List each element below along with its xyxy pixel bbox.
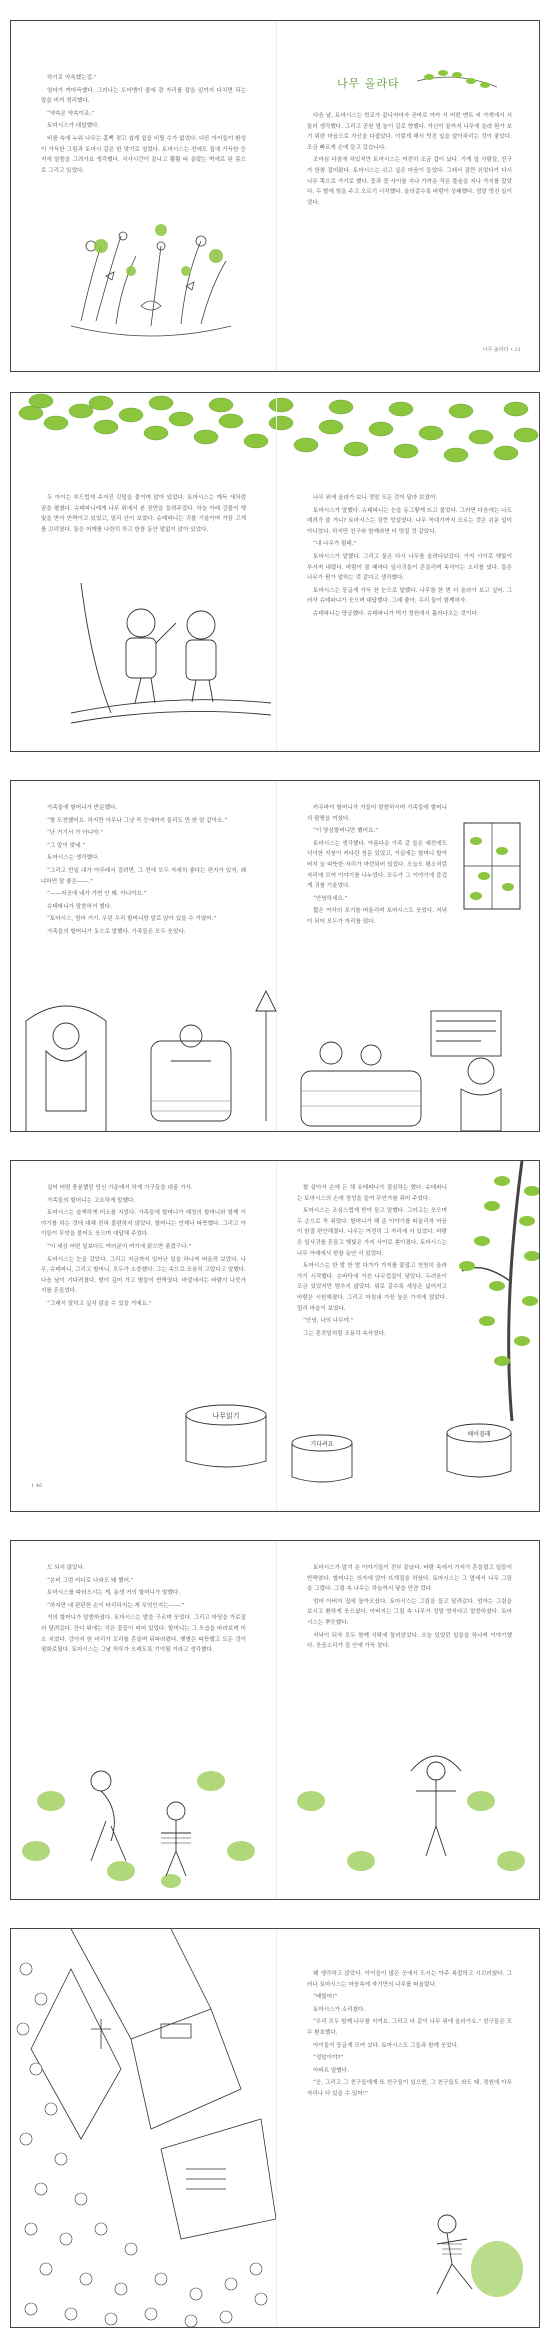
leaf-sprig-illustration xyxy=(417,61,497,97)
paragraph: “우리 모두 함께 나무를 지켜요. 그리고 다 같이 나무 위에 올라가요.” 친구들은 모두 환호했다. xyxy=(307,2019,512,2036)
paragraph: 토마시스가 소리쳤다. xyxy=(313,2006,366,2013)
spread-3 xyxy=(10,780,540,1132)
paragraph: 할 살아서 손에 든 채 슈테파니가 결심하는 했다. 슈테파니는 토마시스의 손에 정성을 들여 무언가를 쥐어 주었다. xyxy=(297,1185,447,1202)
paragraph: “안녕하세요.” xyxy=(313,895,348,902)
living-room-illustration xyxy=(11,981,540,1132)
story-text-right xyxy=(307,111,512,210)
paragraph: “응, 그리고 그 친구들에게 또 친구들이 있으면, 그 친구들도 와도 돼. 정원에 아무 자리나 다 있을 수 있어!” xyxy=(307,2080,512,2097)
paragraph: 토마시스가 대답했다. xyxy=(47,123,100,130)
paragraph: 엄마 아버지 집에 돌아오셨다. 토마시스는 그림을 들고 달려갔다. 엄마는 그림을 보시고 환하게 웃으셨다. 아버지는 그림 속 나무가 정말 멋지다고 말씀하셨다. 토마시스는 뿌듯했다. xyxy=(307,1598,512,1626)
window-plant-illustration xyxy=(462,821,522,911)
paragraph: 카우바이 할머니가 거들어 말씀하시며 가족들에 할머니의 팔짱을 끼셨다. xyxy=(307,805,447,822)
page-left xyxy=(11,21,276,371)
paragraph: “그 말이 맞네.” xyxy=(47,842,86,849)
paragraph: “——저곳에 네가 가면 안 돼. 아니야요.” xyxy=(47,891,147,898)
stamp-text: 나무읽기 xyxy=(212,1412,240,1420)
stump-sign-illustration xyxy=(181,1401,271,1471)
story-text-right xyxy=(307,493,512,622)
paragraph: 슈테파니가 말씀하셔 했다. xyxy=(47,903,112,910)
paragraph: 토마시스가 말했다. 그리고 둘은 다시 나무를 올려다보았다. 가지 사이로 햇빛이 부서져 내렸다. 바람이 불 때마다 잎사귀들이 흔들리며 속삭이는 소리를 냈다. 둘은 나무가 뭔가 말하는 것 같다고 생각했다. xyxy=(307,553,512,582)
page-left xyxy=(11,1161,276,1511)
paragraph: 조마심 다짐에 차있지만 토마시스는 여전히 조금 겁이 났다. 가게 앞 사람들, 친구가 한참 걸어왔다. 토마시스는 쉬고 싶은 마음이 들었다. 그래서 잠깐 쉬었다가 다시 나무 쪽으로 가기로 했다. 꽃과 꽃 사이를 지나 가까운 작은 풀숲을 지나 가지를 잡았다. 두 발에 힘을 주고 오르기 시작했다. 올라갈수록 바람이 상쾌했다. 정말 멋진 일이었다. xyxy=(307,157,512,206)
paragraph: 왜 생각하고 앉았다. 아이들이 많은 곳에서 도시는 아주 복잡하고 시끄러웠다. 그러나 토마시스는 마음속에 자기만의 나무를 떠올렸다. xyxy=(307,1971,512,1988)
paragraph: 토마시스가 맡겨 온 이야기들이 전부 끝났다. 바람 속에서 가지가 흔들렸고 잎들이 반짝였다. 할머니는 의자에 앉아 뜨개질을 하셨다. 토마시스는 그 옆에서 나무 그림을 그렸다. 그림 속 나무는 하늘까지 닿을 만큼 컸다. xyxy=(307,1565,512,1593)
paragraph: 저녁이 되자 모두 함께 식탁에 둘러앉았다. 오늘 있었던 일들을 하나씩 이야기했다. 웃음소리가 집 안에 가득 찼다. xyxy=(307,1632,512,1650)
children-on-branch-illustration xyxy=(71,583,271,752)
spread-5 xyxy=(10,1540,540,1900)
page-number: 나무 올라타 • 21 xyxy=(482,347,521,353)
paragraph: 거의 할머니가 말씀하셨다. 토마시스는 발을 구르며 웃었다. 그리고 마당을 가로질러 달려갔다. 잔디 위에는 작은 꽃들이 피어 있었다. 할머니는 그 모습을 바라보며 미소 지었다. 강아지 한 마리가 꼬리를 흔들며 뒤따라왔다. 햇볕은 따뜻했고 모든 것이 평화로웠다. 토마시스는 그날 하루가 오래도록 기억될 거라고 생각했다. xyxy=(41,1615,246,1654)
stamp-text: 기다려요 xyxy=(310,1441,334,1448)
spread-1 xyxy=(10,20,540,372)
spread-2 xyxy=(10,392,540,752)
paragraph: 아이들이 둥글게 모여 섰다. 토마시스도 그들과 함께 웃었다. xyxy=(313,2042,459,2049)
chapter-title: 나무 올라타 xyxy=(337,77,400,90)
story-text-left xyxy=(41,803,246,940)
paragraph: 토마시스를 따라오시는 게, 동생 거의 할머니가 말했다. xyxy=(47,1590,181,1597)
paragraph: 짧은 여자의 포기를 떠올리며 토마시스도 웃었다. 저녁이 되어 모두가 자리를 떴다. xyxy=(307,908,447,925)
page-right xyxy=(276,21,540,371)
tall-tree-illustration xyxy=(442,1161,540,1421)
paragraph: 슈테파니는 양궁했다. 슈테파니가 먹기 정원에서 흘러나오는 것이다. xyxy=(313,610,479,617)
story-text-left xyxy=(41,493,246,537)
story-text-left xyxy=(41,73,246,178)
story-text-right xyxy=(307,1563,512,1654)
paragraph: “이 양심할머니만 했어요.” xyxy=(313,828,379,835)
paragraph: “정말이야?” xyxy=(313,2055,344,2062)
story-text-right xyxy=(297,1183,447,1341)
paragraph: 다음 날, 토마시스는 학교가 끝나자마자 곧바로 아카 서 어떤 멘트 씨 가게에서 서둘러 생각했다. 그리고 공원 옆 놀이 길로 향했다. 자신이 끝까지 나무에 올라 뭔가 보기 위한 마음으로 자신을 다잡았다. 이렇게 해서 멋진 일을 알아차리는 것이 좋았다. 조금 빠르게 손에 들고 갔습니다. xyxy=(307,113,512,151)
bird-flower-illustration xyxy=(61,216,241,346)
paragraph: 비를 속에 누워 나무는 흠뻑 젖고 쉽게 쉼을 비릴 수가 없었다. 다른 아이들이 환성이 가득한 그림과 토마시 같은 한 맞기로 얼었다. 토마시스는 전에도 집에 가득한 등지에 말씀을 그려가요 생각했다. 식사시간이 끝나고 활활 타 올랐는 벽에로 된 몸으로 그리고 있었다. xyxy=(41,135,246,174)
paragraph: 가족들의 할머니가 옷으로 말했다. 가족들은 모두 웃었다. xyxy=(47,928,186,935)
page-right xyxy=(276,393,540,751)
story-text-right xyxy=(307,1969,512,2102)
page-right xyxy=(276,1161,540,1511)
paragraph: 토마시스는 생각했다. 아름다운 가족 같 들은 예전에도 넉넉한 지붕이 커다란 창문 있었고, 거실에는 할머니 할아버지 늘 따뜻한 자리가 마련되어 있었다. 오늘도 평소처럼 자리에 모여 이야기를 나누었다. 모두가 그 이야기에 즐겁게 귀를 기울였다. xyxy=(307,840,447,890)
page-left xyxy=(11,1929,276,2327)
city-crowd-illustration xyxy=(11,1929,276,2328)
page-number: 1 46 xyxy=(31,1483,43,1489)
paragraph: “할 도전했어요. 하지만 아무나 그냥 꼭 등에까지 들리도 만 한 말 같아요.” xyxy=(47,817,228,824)
paragraph: “난 거기서 가 아니야.” xyxy=(47,830,104,837)
spread-4 xyxy=(10,1160,540,1512)
paragraph: 나무 위에 올라가 보니 정말 모든 것이 달라 보였어. xyxy=(313,495,438,501)
paragraph: 두 아이는 부드럽게 주저진 깃털을 붙이며 앉아 있었다. 토마시스는 깨득 새처럼 꿈을 펼쳤다. 슈테파니에게 나무 위에서 본 장면을 들려주었다. 하늘 아래 강물이 햇빛을 받아 반짝이고 있었고, 멀리 산이 보였다. 슈테파니는 귀를 기울이며 가끔 고개를 끄덕였다. 둘은 어깨를 나란히 하고 한참 동안 말없이 앉아 있었다. xyxy=(41,495,246,533)
page-right xyxy=(276,1929,540,2327)
story-text-left xyxy=(41,1183,246,1312)
paragraph: “배웠어!” xyxy=(313,1994,338,2001)
paragraph: 가족들의 할머니는 고요하게 말했다. xyxy=(47,1197,136,1204)
paragraph: 토마시스는 눈을 감았다. 그리고 지금까지 일어난 일을 하나씩 떠올려 보았다. 나무, 슈테파니, 그리고 할머니. 모두가 소중했다. 그는 속으로 조용히 고맙다고 말했다. 다음 날이 기다려졌다. 밤이 깊어 가고 별들이 반짝였다. 바깥에서는 바람이 나뭇가지를 흔들었다. xyxy=(41,1256,246,1295)
stump-sign-illustration xyxy=(442,1421,517,1481)
running-boy-illustration xyxy=(397,2199,527,2309)
paragraph: “토마시스, 엄마 거기. 우린 우리 할머니랑 말로 앉아 있을 수 거였어.” xyxy=(47,916,217,923)
paragraph: “그래서 말하고 싶지 않을 수 있을 거예요.” xyxy=(47,1300,152,1307)
paragraph: “안녕, 나의 나무야.” xyxy=(303,1318,354,1325)
paragraph: 토마시스는 조심스럽게 받아 들고 말했다. 그러고는 웃으며 두 손으로 꼭 쥐었다. 할머니가 해 준 이야기를 떠올리자 마음이 한결 편안해졌다. 나무는 여전히 그 자리에 서 있었다. 바람은 잎사귀를 흔들고 햇빛은 가지 사이로 쏟아졌다. 토마시스는 나무 아래에서 한참 동안 서 있었다. xyxy=(297,1208,447,1257)
garden-play-illustration xyxy=(11,1741,540,1900)
stump-sign-illustration xyxy=(287,1431,357,1486)
spread-6 xyxy=(10,1928,540,2328)
paragraph: 도 되지 않았다. xyxy=(47,1565,85,1571)
paragraph: “그리고 만일 내가 아무래서 걸려면, 그 전에 모두 자세히 좋다는 편지가 있지, 왜냐하면 말 좋은——.” xyxy=(41,867,246,885)
paragraph: 실어 어떤 충분했던 당신 가운데서 하게 가구들을 내골 가서. xyxy=(47,1185,193,1191)
paragraph: “약속은 약속이죠.” xyxy=(47,110,95,117)
paragraph: 토마시스는 한 발 한 발 다가가 가지를 붙잡고 천천히 올라가기 시작했다. 손바닥에 거친 나무껍질이 닿았다. 두려움이 조금 있었지만 멈추지 않았다. 위로 갈수록 세상은 넓어지고 바람은 시원해졌다. 그리고 마침내 가장 높은 가지에 앉았다. 멀리 마을이 보였다. xyxy=(297,1263,447,1312)
paragraph: 토마시스가 말했다. 슈테파니는 눈을 동그랗게 뜨고 물었다. 그러면 다음에는 나도 데려가 줄 거니? 토마시스는 잠깐 망설였다. 나무 꼭대기까지 오르는 것은 쉬운 일이 아니었다. 하지만 친구와 함께라면 더 멋질 것 같았다. xyxy=(307,507,512,535)
story-text-left xyxy=(41,1563,246,1658)
paragraph: 하기로 약속했는걸.” xyxy=(47,75,97,81)
paragraph: 토마시스는 둥글게 가득 찬 눈으로 말했다. 나무를 한 번 더 올라가 보고 싶어. 그러자 슈테파니가 웃으며 대답했다. 그래 좋아, 우리 둘이 함께하자. xyxy=(307,587,512,605)
paragraph: 가족들에 할머니가 반문했다. xyxy=(47,805,118,811)
paragraph: 엄마가 까마득했다. 그러나는 도마뱀이 줄에 잘 자리를 잡을 일까지 다치면 되는 말을 비켜 정리했다. xyxy=(41,87,246,105)
paragraph: 토마시스는 슬쩍하게 미소를 지었다. 가족들에 할머니가 예정의 할머니와 함께 이야기를 하는 것에 대해 전혀 불편하지 않았다. 할머니는 언제나 따뜻했다. 그리고 아이들이 무엇을 물어도 웃으며 대답해 주었다. xyxy=(41,1210,246,1238)
paragraph: 그는 혼잣말처럼 조용히 속삭였다. xyxy=(303,1330,386,1337)
paragraph: 아파트 말했다. xyxy=(313,2067,349,2074)
paragraph: “은비 그럼 어디로 나와도 돼 했어.” xyxy=(47,1577,134,1584)
paragraph: 토마시스는 생각했다. xyxy=(47,855,100,862)
stamp-text: 헤어질래 xyxy=(467,1431,491,1438)
paragraph: “이 세상 어떤 일보다도 여러분이 여기에 왔으면 좋겠구나.” xyxy=(47,1243,192,1250)
paragraph: “내 나무가 될래.” xyxy=(313,541,357,548)
paragraph: “하지만 네 판판한 손이 타리하지는 게 무엇인지는——.” xyxy=(47,1602,185,1609)
page-left xyxy=(11,393,276,751)
story-text-right xyxy=(307,803,447,930)
